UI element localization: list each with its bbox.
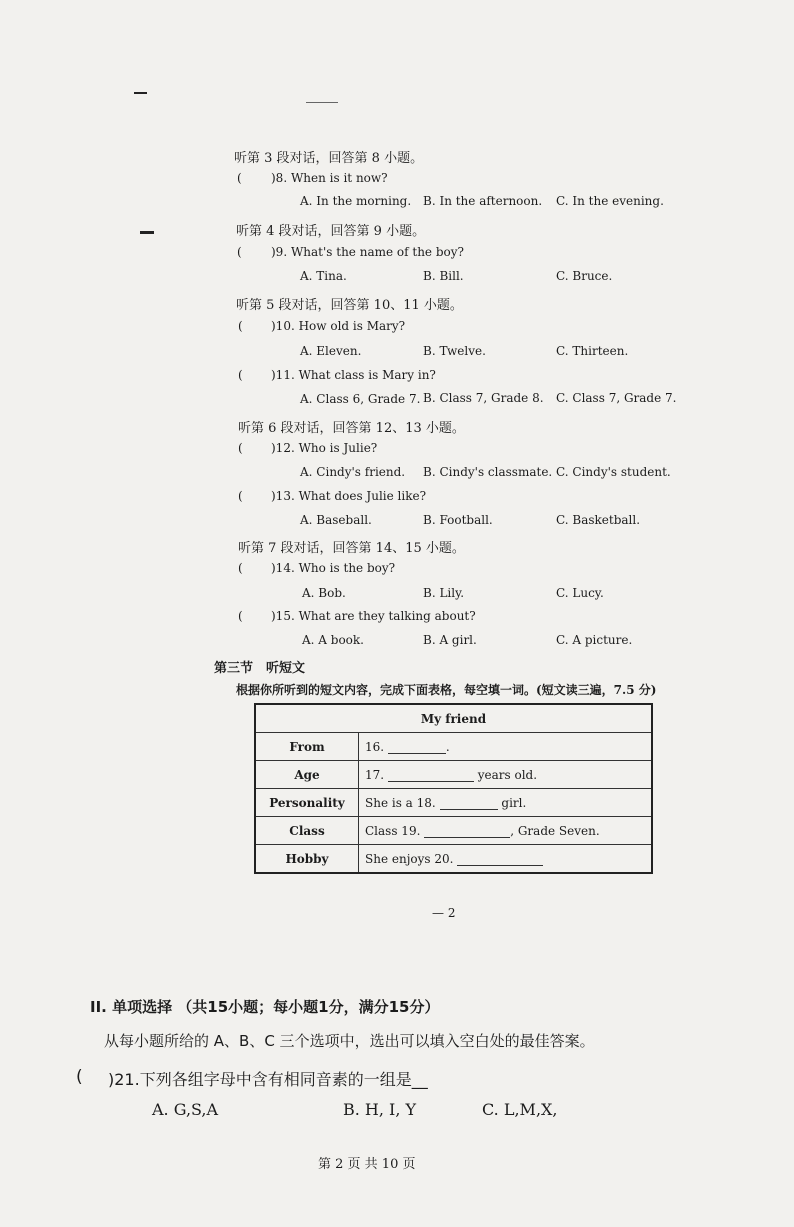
table-row xyxy=(255,789,652,817)
option-c[interactable]: C. Class 7, Grade 7. xyxy=(556,391,677,405)
answer-blank[interactable] xyxy=(457,853,543,866)
answer-blank[interactable] xyxy=(388,769,474,782)
answer-paren[interactable]: ( xyxy=(238,319,243,333)
answer-paren[interactable]: ( xyxy=(238,561,243,575)
table-title: My friend xyxy=(255,704,652,733)
option-c[interactable]: C. A picture. xyxy=(556,633,633,647)
row-value: She is a 18. girl. xyxy=(359,789,653,817)
inner-page-number: — 2 xyxy=(432,906,456,920)
option-b[interactable]: B. H, I, Y xyxy=(343,1100,417,1119)
question-text: )11. What class is Mary in? xyxy=(271,368,436,382)
table-row xyxy=(255,817,652,845)
answer-paren[interactable]: ( xyxy=(238,368,243,382)
question-text: )9. What's the name of the boy? xyxy=(271,245,464,259)
option-b[interactable]: B. A girl. xyxy=(423,633,477,647)
option-c[interactable]: C. Cindy's student. xyxy=(556,465,671,479)
option-c[interactable]: C. Bruce. xyxy=(556,269,613,283)
option-a[interactable]: A. Cindy's friend. xyxy=(300,465,406,479)
question-text: )10. How old is Mary? xyxy=(271,319,406,333)
answer-paren[interactable]: ( xyxy=(238,609,243,623)
table-row xyxy=(255,845,652,874)
question-21-text: )21.下列各组字母中含有相同音素的一组是__ xyxy=(108,1070,428,1089)
section-instruction: 根据你所听到的短文内容，完成下面表格，每空填一词。(短文读三遍，7.5 分) xyxy=(236,683,657,697)
option-c[interactable]: C. Thirteen. xyxy=(556,344,629,358)
dialog-prompt: 听第 3 段对话，回答第 8 小题。 xyxy=(234,151,424,166)
question-text: )14. Who is the boy? xyxy=(271,561,396,575)
answer-paren[interactable]: ( xyxy=(238,489,243,503)
dialog-prompt: 听第 7 段对话，回答第 14、15 小题。 xyxy=(238,541,465,556)
dialog-prompt: 听第 4 段对话，回答第 9 小题。 xyxy=(236,224,426,239)
option-c[interactable]: C. In the evening. xyxy=(556,194,664,208)
row-label: From xyxy=(255,733,359,761)
option-b[interactable]: B. Cindy's classmate. xyxy=(423,465,553,479)
option-b[interactable]: B. In the afternoon. xyxy=(423,194,543,208)
answer-paren[interactable]: ( xyxy=(76,1067,83,1087)
option-b[interactable]: B. Twelve. xyxy=(423,344,486,358)
scan-mark xyxy=(306,102,338,103)
row-label: Personality xyxy=(255,789,359,817)
option-a[interactable]: A. Class 6, Grade 7. xyxy=(300,392,421,406)
dialog-prompt: 听第 6 段对话，回答第 12、13 小题。 xyxy=(238,421,465,436)
question-text: )15. What are they talking about? xyxy=(271,609,476,623)
row-value: She enjoys 20. xyxy=(359,845,653,874)
answer-paren[interactable]: ( xyxy=(238,441,243,455)
option-b[interactable]: B. Lily. xyxy=(423,586,465,600)
section-title: 第三节 听短文 xyxy=(214,661,306,676)
row-label: Age xyxy=(255,761,359,789)
option-b[interactable]: B. Bill. xyxy=(423,269,464,283)
option-b[interactable]: B. Football. xyxy=(423,513,493,527)
scan-mark xyxy=(140,231,154,234)
row-label: Hobby xyxy=(255,845,359,874)
option-a[interactable]: A. Tina. xyxy=(300,269,347,283)
option-a[interactable]: A. Baseball. xyxy=(300,513,372,527)
option-c[interactable]: C. Basketball. xyxy=(556,513,641,527)
option-c[interactable]: C. Lucy. xyxy=(556,586,604,600)
part-title: II. 单项选择 （共15小题；每小题1分，满分15分） xyxy=(90,998,440,1016)
option-a[interactable]: A. G,S,A xyxy=(152,1100,219,1119)
option-a[interactable]: A. Bob. xyxy=(302,586,346,600)
option-a[interactable]: A. In the morning. xyxy=(300,194,412,208)
row-value: 17. years old. xyxy=(359,761,653,789)
option-a[interactable]: A. Eleven. xyxy=(300,344,362,358)
question-text: )8. When is it now? xyxy=(271,171,388,185)
question-text: )12. Who is Julie? xyxy=(271,441,378,455)
table-row xyxy=(255,733,652,761)
option-a[interactable]: A. A book. xyxy=(302,633,364,647)
answer-blank[interactable] xyxy=(388,741,446,754)
option-c[interactable]: C. L,M,X, xyxy=(482,1100,558,1119)
my-friend-table xyxy=(254,703,653,874)
row-value: 16. . xyxy=(359,733,653,761)
question-text: )13. What does Julie like? xyxy=(271,489,427,503)
answer-blank[interactable] xyxy=(424,825,510,838)
table-row xyxy=(255,761,652,789)
dialog-prompt: 听第 5 段对话，回答第 10、11 小题。 xyxy=(236,298,463,313)
option-b[interactable]: B. Class 7, Grade 8. xyxy=(423,391,544,405)
answer-blank[interactable] xyxy=(440,797,498,810)
page-footer: 第 2 页 共 10 页 xyxy=(318,1157,416,1172)
row-label: Class xyxy=(255,817,359,845)
answer-paren[interactable]: ( xyxy=(237,245,242,259)
answer-paren[interactable]: ( xyxy=(237,171,242,185)
row-value: Class 19. , Grade Seven. xyxy=(359,817,653,845)
part-instruction: 从每小题所给的 A、B、C 三个选项中，选出可以填入空白处的最佳答案。 xyxy=(104,1032,595,1050)
scan-mark xyxy=(134,92,147,94)
